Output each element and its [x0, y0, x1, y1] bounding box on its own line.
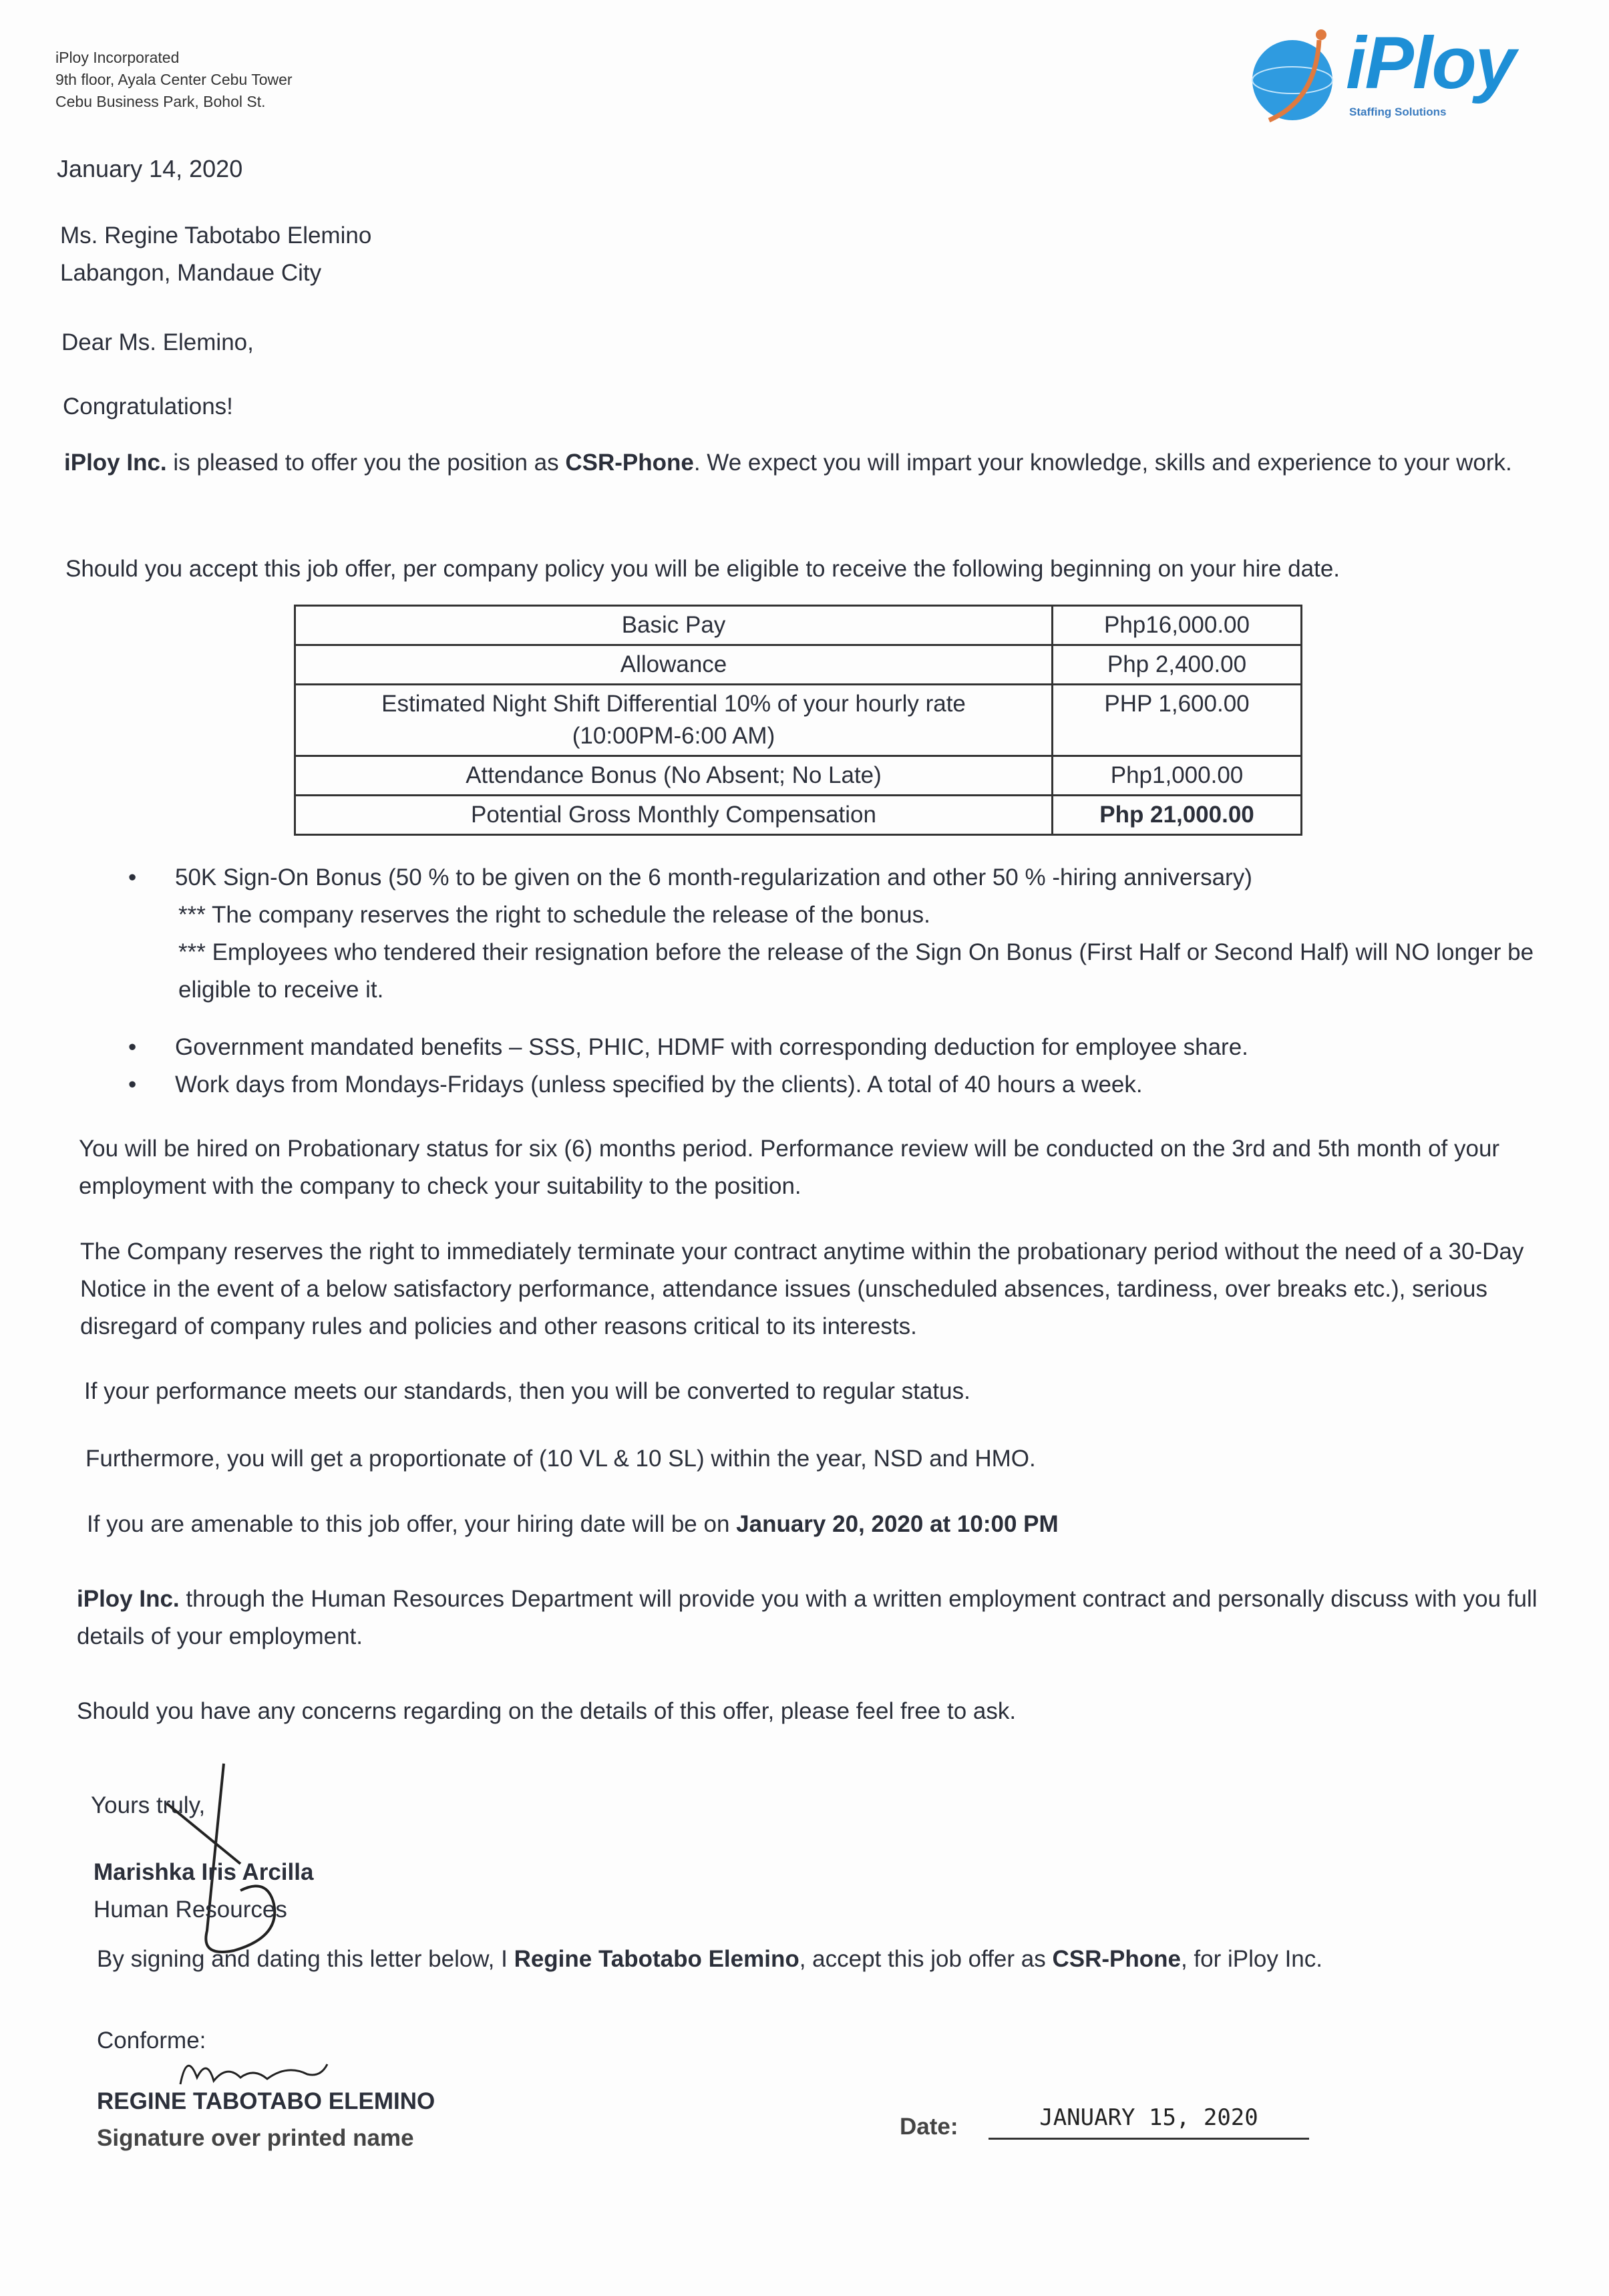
- accept-position: CSR-Phone: [1052, 1946, 1181, 1972]
- contract-company: iPloy Inc.: [77, 1586, 180, 1612]
- list-item: [128, 859, 1538, 1009]
- valediction: Yours truly,: [91, 1792, 206, 1818]
- address-line: iPloy Incorporated: [55, 49, 180, 66]
- contract-paragraph: [77, 1581, 1560, 1655]
- accept-text: By signing and dating this letter below, I: [97, 1946, 514, 1972]
- hiring-label: If you are amenable to this job offer, your hiring date will be on: [87, 1511, 737, 1537]
- benefit-note: *** The company reserves the right to schedule the release of the bonus.: [178, 902, 930, 928]
- bullet-icon: •: [128, 1072, 137, 1098]
- comp-label: Attendance Bonus (No Absent; No Late): [295, 756, 1053, 796]
- table-row: [295, 756, 1302, 796]
- comp-value: Php1,000.00: [1053, 756, 1302, 796]
- printed-name: REGINE TABOTABO ELEMINO: [97, 2088, 435, 2114]
- benefit-text: Government mandated benefits – SSS, PHIC, HDMF with corresponding deduction for employee share.: [175, 1034, 1248, 1060]
- company-logo: [1242, 22, 1523, 127]
- hiring-date: January 20, 2020 at 10:00 PM: [736, 1511, 1059, 1537]
- comp-label: Allowance: [295, 645, 1053, 685]
- letter-date: January 14, 2020: [57, 155, 243, 182]
- probation-paragraph: You will be hired on Probationary status for six (6) months period. Performance review will be conducted on the 3rd and 5th month of your employment with the company to check your suitability to the position.: [79, 1136, 1500, 1199]
- comp-value: Php 21,000.00: [1053, 796, 1302, 835]
- comp-label-line: Estimated Night Shift Differential 10% of your hourly rate: [381, 691, 966, 717]
- signer: [94, 1854, 313, 1929]
- accept-name: Regine Tabotabo Elemino: [514, 1946, 799, 1972]
- comp-label: Basic Pay: [295, 606, 1053, 645]
- comp-label: [295, 685, 1053, 756]
- benefits-list: [128, 859, 1538, 1104]
- contract-text: through the Human Resources Department will provide you with a written employment contract and personally discuss with you full details of your employment.: [77, 1586, 1538, 1649]
- table-row: [295, 645, 1302, 685]
- comp-label-line: (10:00PM-6:00 AM): [572, 723, 775, 749]
- eligibility-text: Should you accept this job offer, per company policy you will be eligible to receive the following beginning on your hire date.: [65, 556, 1340, 582]
- comp-value: Php16,000.00: [1053, 606, 1302, 645]
- globe-icon: [1242, 27, 1343, 127]
- comp-value: Php 2,400.00: [1053, 645, 1302, 685]
- regular-status-text: If your performance meets our standards, then you will be converted to regular status.: [84, 1378, 970, 1404]
- concerns-text: Should you have any concerns regarding on the details of this offer, please feel free to ask.: [77, 1698, 1017, 1724]
- conforme-label: Conforme:: [97, 2027, 206, 2054]
- table-row: [295, 685, 1302, 756]
- company-address: [55, 47, 293, 113]
- signed-date: JANUARY 15, 2020: [989, 2104, 1309, 2140]
- accept-text: , accept this job offer as: [799, 1946, 1053, 1972]
- signature-caption: Signature over printed name: [97, 2125, 414, 2151]
- offer-position: CSR-Phone: [565, 450, 694, 476]
- acceptance-text: [97, 1946, 1322, 1973]
- termination-paragraph: The Company reserves the right to immediately terminate your contract anytime within the probationary period without the need of a 30-Day Notice in the event of a below satisfactory performance, attendance issues (unscheduled absences, tardiness, over breaks etc.), serious disregard of company rules and policies and other reasons critical to its interests.: [80, 1239, 1524, 1339]
- comp-value: PHP 1,600.00: [1053, 685, 1302, 756]
- date-label: Date:: [900, 2114, 958, 2140]
- comp-label: Potential Gross Monthly Compensation: [295, 796, 1053, 835]
- table-row: [295, 796, 1302, 835]
- table-row: [295, 606, 1302, 645]
- bullet-icon: •: [128, 864, 137, 890]
- signer-title: Human Resources: [94, 1897, 287, 1923]
- offer-paragraph: [64, 444, 1527, 482]
- recipient-address: Labangon, Mandaue City: [60, 260, 322, 286]
- bullet-icon: •: [128, 1034, 137, 1060]
- logo-subtitle: Staffing Solutions: [1349, 106, 1447, 118]
- list-item: [128, 1066, 1538, 1104]
- recipient: [60, 217, 371, 292]
- signer-name: Marishka Iris Arcilla: [94, 1859, 314, 1885]
- salutation: Dear Ms. Elemino,: [61, 329, 254, 355]
- compensation-table: [294, 605, 1302, 836]
- hiring-text: [87, 1511, 1059, 1538]
- list-item: [128, 1029, 1538, 1066]
- benefit-text: 50K Sign-On Bonus (50 % to be given on the 6 month-regularization and other 50 % -hiring anniversary): [175, 864, 1252, 890]
- logo-text: iPloy: [1346, 22, 1515, 104]
- offer-text: is pleased to offer you the position as: [166, 450, 566, 476]
- accept-text: , for iPloy Inc.: [1180, 1946, 1322, 1972]
- leave-text: Furthermore, you will get a proportionate of (10 VL & 10 SL) within the year, NSD and HMO.: [85, 1446, 1036, 1472]
- address-line: 9th floor, Ayala Center Cebu Tower: [55, 71, 293, 88]
- benefit-text: Work days from Mondays-Fridays (unless specified by the clients). A total of 40 hours a week.: [175, 1072, 1143, 1098]
- greeting: Congratulations!: [63, 393, 233, 420]
- recipient-name: Ms. Regine Tabotabo Elemino: [60, 222, 372, 249]
- address-line: Cebu Business Park, Bohol St.: [55, 93, 266, 110]
- offer-company: iPloy Inc.: [64, 450, 167, 476]
- benefit-note: *** Employees who tendered their resignation before the release of the Sign On Bonus (First Half or Second Half) will NO longer be eligible to receive it.: [178, 939, 1534, 1003]
- offer-text: . We expect you will impart your knowledge, skills and experience to your work.: [693, 450, 1512, 476]
